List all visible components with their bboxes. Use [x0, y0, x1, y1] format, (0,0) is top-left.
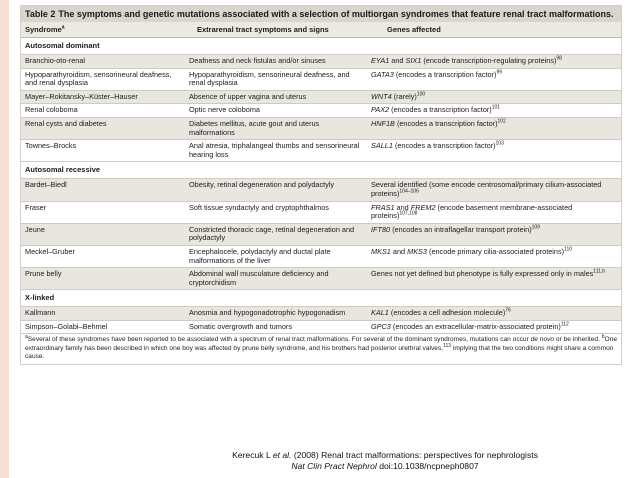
reference-number: 111,b: [593, 268, 606, 275]
footnote-a-italic: de novo: [530, 336, 555, 344]
genes-cell: [367, 179, 621, 200]
syndrome-cell: Renal cysts and diabetes: [25, 118, 107, 128]
gene-description: (encodes a transcription factor): [394, 118, 498, 128]
gene-description: (encodes a transcription factor): [393, 69, 497, 79]
reference-number: 101: [491, 104, 501, 111]
table-header-row: [21, 22, 621, 38]
genes-cell: [367, 321, 621, 334]
footnote-b-mark: b: [601, 334, 605, 341]
syndrome-cell: Simpson–Golabi–Behmel: [25, 321, 108, 331]
table-row: [21, 55, 621, 69]
table-row: [21, 224, 621, 246]
symptoms-cell: Anal atresia, triphalangeal thumbs and sensorineural hearing loss: [189, 141, 360, 159]
gene-joiner: and: [390, 246, 408, 256]
genes-cell: [367, 91, 621, 104]
group-label: Autosomal dominant: [21, 38, 621, 55]
gene-name: PAX2: [371, 105, 390, 115]
table-row: [21, 118, 621, 140]
symptoms-cell: Diabetes mellitus, acute gout and uterus malformations: [189, 118, 320, 137]
header-symptoms: Extrarenal tract symptoms and signs: [197, 25, 329, 34]
header-syndrome: [21, 22, 193, 37]
table-row: [21, 91, 621, 105]
citation-authors: Kerecuk L: [232, 450, 273, 460]
gene-description: (encodes an extracellular-matrix-associated protein): [390, 321, 561, 331]
syndrome-table: [20, 5, 622, 365]
symptoms-cell: Soft tissue syndactyly and cryptophthalmos: [189, 202, 329, 212]
gene-name: MKS1: [371, 246, 391, 256]
table-title: [21, 6, 621, 22]
footnote-b-text: One extraordinary family has been described in which one boy was affected by prune belly syndrome, and his brothers had posterior urethral valves,: [25, 336, 617, 352]
genes-cell: [367, 246, 621, 267]
syndrome-cell: Kallmann: [25, 308, 56, 318]
citation-etal: et al.: [272, 450, 292, 460]
gene-name-2: MKS3: [407, 246, 427, 256]
gene-description: (rarely): [391, 91, 417, 101]
genes-cell: [367, 55, 621, 68]
genes-cell: [367, 202, 621, 223]
genes-cell: [367, 307, 621, 320]
table-footnote: [21, 334, 621, 364]
table-row: [21, 104, 621, 118]
gene-name: SALL1: [371, 141, 393, 151]
group-label: Autosomal recessive: [21, 162, 621, 179]
table-row: [21, 268, 621, 290]
syndrome-cell: Prune belly: [25, 269, 62, 279]
symptoms-cell: Obesity, retinal degeneration and polydactyly: [189, 180, 335, 190]
gene-name: WNT4: [371, 91, 392, 101]
accent-strip: [0, 0, 9, 478]
gene-name-2: FREM2: [410, 202, 436, 212]
table-row: [21, 321, 621, 335]
gene-description: (encodes a transcription factor): [389, 105, 492, 115]
gene-name: IFT80: [371, 224, 391, 234]
gene-description: (encodes an intraflagellar transport protein): [390, 224, 532, 234]
gene-description: Several identified (some encode centrosomal/primary cilium-associated proteins): [371, 180, 602, 198]
reference-number: 104–106: [399, 188, 419, 195]
table-number: Table 2: [25, 9, 56, 19]
syndrome-cell: Branchio-oto-renal: [25, 56, 86, 65]
table-body: [21, 38, 621, 334]
table-row: [21, 202, 621, 224]
syndrome-cell: Hypoparathyroidism, sensorineural deafness, and renal dysplasia: [25, 69, 172, 88]
reference-number: 76: [505, 307, 511, 314]
gene-name: FRAS1: [371, 202, 395, 212]
footnote-a-mark: a: [25, 334, 28, 341]
symptoms-cell: Anosmia and hypogonadotrophic hypogonadism: [189, 308, 346, 318]
genes-cell: [367, 104, 621, 117]
symptoms-cell: Somatic overgrowth and tumors: [189, 321, 293, 331]
syndrome-cell: Jeune: [25, 224, 45, 234]
symptoms-cell: Absence of upper vagina and uterus: [189, 91, 307, 101]
syndrome-cell: Mayer–Rokitansky–Küster–Hauser: [25, 91, 138, 101]
genes-cell: [367, 268, 621, 289]
footnote-b-ref: 113: [443, 342, 452, 349]
citation: [150, 450, 620, 472]
syndrome-cell: Meckel–Gruber: [25, 246, 75, 256]
reference-number: 107,108: [399, 210, 418, 217]
genes-cell: [367, 118, 621, 139]
reference-number: 103: [495, 140, 504, 147]
reference-number: 109: [531, 224, 540, 231]
footnote-a-text2: or be inherited.: [554, 336, 602, 344]
reference-number: 99: [496, 69, 503, 76]
citation-doi: doi:10.1038/ncpneph0807: [376, 461, 479, 471]
genes-cell: [367, 224, 621, 245]
symptoms-cell: Optic nerve coloboma: [189, 105, 260, 115]
footnote-b-text2: implying that the two conditions might share a common cause.: [25, 344, 614, 360]
citation-line2: [150, 461, 620, 472]
header-syndrome-sup: a: [61, 24, 65, 31]
symptoms-cell: Constricted thoracic cage, retinal degeneration and polydactyly: [189, 224, 355, 243]
syndrome-cell: Fraser: [25, 202, 47, 212]
syndrome-cell: Bardet–Biedl: [25, 180, 67, 190]
table-row: [21, 246, 621, 268]
citation-title: (2008) Renal tract malformations: perspectives for nephrologists: [291, 450, 538, 460]
symptoms-cell: Hypoparathyroidism, sensorineural deafness, and renal dysplasia: [189, 69, 350, 88]
table-title-text: The symptoms and genetic mutations associated with a selection of multiorgan syndromes that feature renal tract malformations.: [58, 9, 614, 19]
reference-number: 110: [564, 246, 573, 253]
table-row: [21, 179, 621, 201]
header-genes: Genes affected: [387, 25, 441, 34]
gene-name: GATA3: [371, 69, 394, 79]
gene-description: (encodes a cell adhesion molecule): [388, 308, 506, 318]
gene-name: EYA1: [371, 56, 390, 65]
header-syndrome-label: Syndrome: [25, 25, 62, 34]
gene-joiner: and: [389, 56, 406, 65]
gene-name-2: SIX1: [405, 56, 422, 65]
gene-description: (encode basement membrane-associated proteins): [371, 202, 573, 221]
symptoms-cell: Abdominal wall musculature deficiency and cryptorchidism: [189, 269, 329, 287]
syndrome-cell: Renal coloboma: [25, 105, 78, 115]
group-label: X-linked: [21, 290, 621, 307]
gene-description: (encodes a transcription factor): [392, 141, 496, 151]
syndrome-cell: Townes–Brocks: [25, 141, 77, 151]
reference-number: 102: [497, 118, 506, 125]
symptoms-cell: Encephalocele, polydactyly and ductal plate malformations of the liver: [189, 246, 331, 265]
reference-number: 100: [416, 91, 426, 98]
reference-number: 98: [556, 55, 562, 62]
gene-description: (encode transcription-regulating proteins): [421, 56, 557, 65]
genes-cell: [367, 140, 621, 161]
table-row: [21, 69, 621, 91]
gene-name: HNF1B: [371, 118, 395, 128]
gene-name: GPC3: [371, 321, 391, 331]
gene-name: KAL1: [371, 308, 389, 318]
citation-journal: Nat Clin Pract Nephrol: [291, 461, 377, 471]
footnote-a-text: Several of these syndromes have been reported to be associated with a spectrum of renal tract malformations. For several of the dominant syndromes, mutations can occur: [27, 336, 531, 344]
reference-number: 112: [560, 321, 569, 328]
gene-description: Genes not yet defined but phenotype is fully expressed only in males: [371, 269, 594, 279]
table-row: [21, 140, 621, 162]
gene-description: (encode primary cilia-associated proteins): [426, 246, 565, 256]
gene-joiner: and: [394, 202, 411, 212]
symptoms-cell: Deafness and neck fistulas and/or sinuses: [189, 56, 326, 65]
table-row: [21, 307, 621, 321]
genes-cell: [367, 69, 621, 90]
